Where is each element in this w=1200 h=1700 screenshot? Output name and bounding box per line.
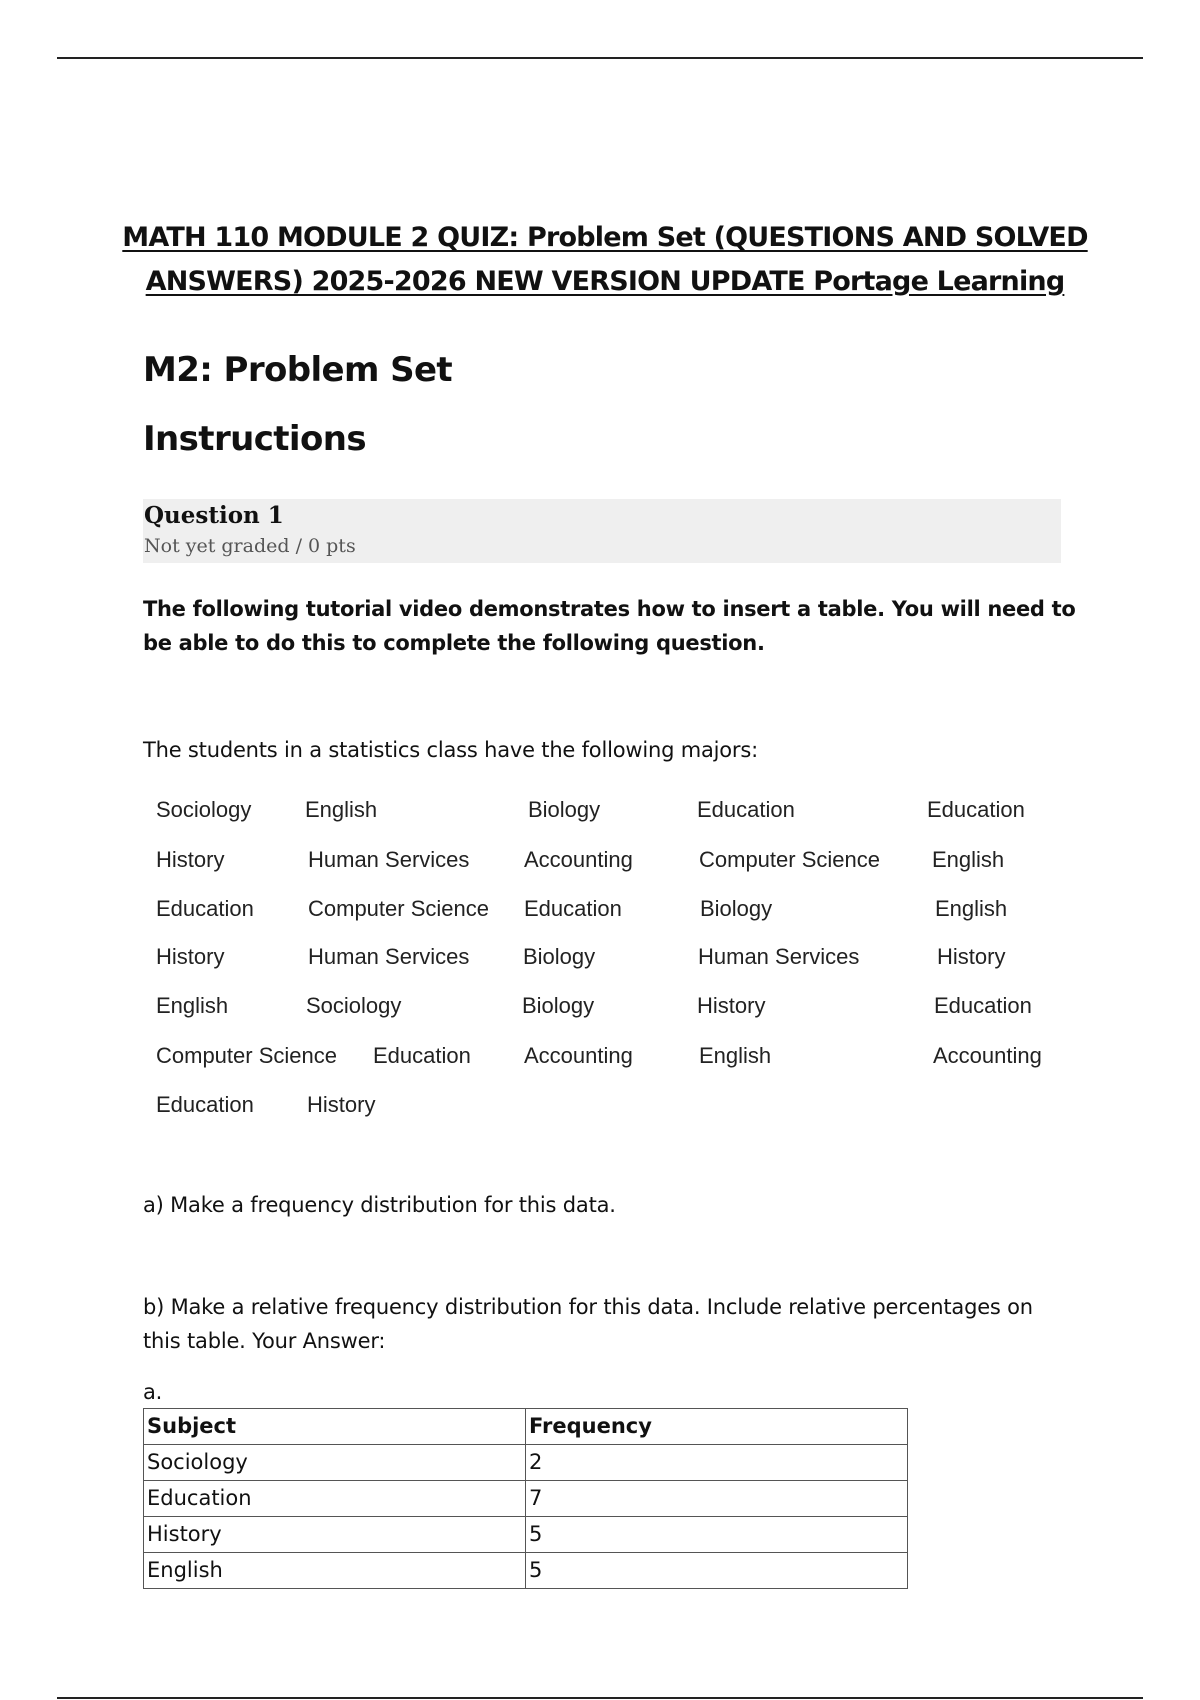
major-item: Sociology — [156, 797, 252, 822]
major-item: Accounting — [524, 1043, 633, 1068]
part-a-prompt: a) Make a frequency distribution for this data. — [143, 1193, 616, 1217]
major-item: Education — [373, 1043, 471, 1068]
major-item: Education — [156, 896, 254, 921]
question-title: Question 1 — [144, 502, 284, 529]
major-item: Biology — [700, 896, 773, 921]
major-item: Accounting — [524, 847, 633, 872]
document-title — [120, 216, 1090, 304]
major-item: English — [156, 993, 229, 1018]
document-title-line-1: MATH 110 MODULE 2 QUIZ: Problem Set (QUESTIONS AND SOLVED — [122, 222, 1088, 253]
frequency-cell: 5 — [526, 1553, 908, 1589]
table-header-row — [144, 1409, 908, 1445]
major-item: Human Services — [308, 944, 470, 969]
bottom-rule — [57, 1697, 1143, 1699]
subject-cell: English — [144, 1553, 526, 1589]
major-item: English — [699, 1043, 772, 1068]
major-item: Biology — [523, 944, 596, 969]
subject-cell: Sociology — [144, 1445, 526, 1481]
major-item: Computer Science — [699, 847, 880, 872]
table-row — [144, 1445, 908, 1481]
question-points: Not yet graded / 0 pts — [144, 535, 356, 557]
major-item: Biology — [522, 993, 595, 1018]
major-item: Education — [524, 896, 622, 921]
major-item: History — [307, 1092, 376, 1117]
major-item: Education — [927, 797, 1025, 822]
major-item: Education — [697, 797, 795, 822]
major-item: Education — [156, 1092, 254, 1117]
frequency-cell: 7 — [526, 1481, 908, 1517]
major-item: English — [305, 797, 378, 822]
frequency-cell: 5 — [526, 1517, 908, 1553]
header-subject: Subject — [144, 1409, 526, 1445]
subject-cell: Education — [144, 1481, 526, 1517]
major-item: Computer Science — [308, 896, 489, 921]
major-item: History — [156, 944, 225, 969]
top-rule — [57, 57, 1143, 59]
major-item: Computer Science — [156, 1043, 337, 1068]
answer-label: a. — [143, 1380, 163, 1404]
major-item: English — [932, 847, 1005, 872]
major-item: Education — [934, 993, 1032, 1018]
table-row — [144, 1481, 908, 1517]
table-row — [144, 1553, 908, 1589]
section-heading: M2: Problem Set — [143, 350, 453, 390]
major-item: History — [937, 944, 1006, 969]
major-item: Biology — [528, 797, 601, 822]
table-row — [144, 1517, 908, 1553]
major-item: Accounting — [933, 1043, 1042, 1068]
question-header — [143, 499, 1061, 563]
major-item: History — [156, 847, 225, 872]
major-item: Sociology — [306, 993, 402, 1018]
majors-prompt: The students in a statistics class have the following majors: — [143, 738, 758, 762]
frequency-table — [143, 1408, 908, 1589]
major-item: English — [935, 896, 1008, 921]
header-frequency: Frequency — [526, 1409, 908, 1445]
document-title-line-2: ANSWERS) 2025-2026 NEW VERSION UPDATE Portage Learning — [145, 266, 1065, 297]
major-item: History — [697, 993, 766, 1018]
part-b-prompt: b) Make a relative frequency distribution for this data. Include relative percentages on this table. Your Answer: — [143, 1295, 1033, 1353]
question-intro: The following tutorial video demonstrates how to insert a table. You will need to be able to do this to complete the following question. — [143, 597, 1076, 655]
major-item: Human Services — [698, 944, 860, 969]
instructions-heading: Instructions — [143, 419, 366, 459]
frequency-cell: 2 — [526, 1445, 908, 1481]
subject-cell: History — [144, 1517, 526, 1553]
major-item: Human Services — [308, 847, 470, 872]
